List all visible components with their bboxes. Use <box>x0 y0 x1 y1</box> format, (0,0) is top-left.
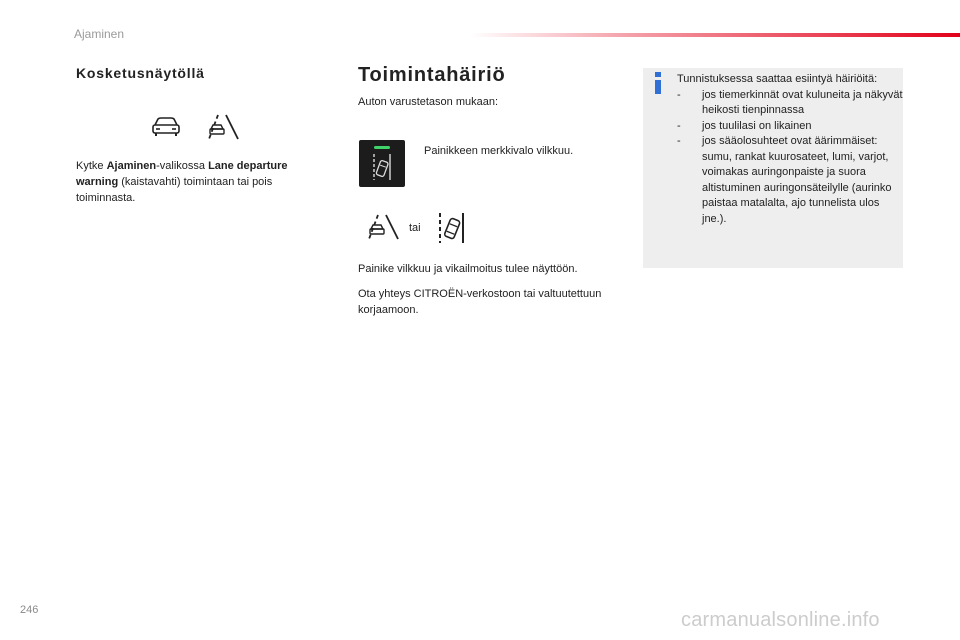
lane-assist-button-icon <box>359 140 405 187</box>
watermark: carmanualsonline.info <box>681 609 880 631</box>
lane-assist-button <box>359 140 405 187</box>
indicator-light-text: Painikkeen merkkivalo vilkkuu. <box>424 145 574 157</box>
fault-message-text: Painike vilkkuu ja vikailmoitus tulee näyttöön. <box>358 263 578 275</box>
info-content <box>677 72 903 227</box>
section-title-malfunction: Toimintahäiriö <box>358 64 506 86</box>
info-icon <box>654 72 662 94</box>
lane-departure-icon <box>366 213 400 241</box>
car-front-icon <box>150 116 182 138</box>
list-item: - jos tuulilasi on likainen <box>677 119 903 135</box>
lane-departure-icon <box>206 113 240 141</box>
touchscreen-instruction: Kytke Ajaminen-valikossa Lane departure warning (kaistavahti) toimintaan tai pois toiminnasta. <box>76 160 288 204</box>
menu-name: Ajaminen <box>106 160 157 172</box>
contact-dealer-text: Ota yhteys CITROËN-verkostoon tai valtuutettuun korjaamoon. <box>358 288 602 316</box>
section-title-touchscreen: Kosketusnäytöllä <box>76 65 205 81</box>
list-item: - jos tiemerkinnät ovat kuluneita ja näkyvät heikosti tienpinnassa <box>677 88 903 119</box>
equipment-note: Auton varustetason mukaan: <box>358 96 499 108</box>
header-accent-bar <box>470 33 960 37</box>
list-item: - jos sääolosuhteet ovat äärimmäiset: sumu, rankat kuurosateet, lumi, varjot, voimakas auringonpaiste ja suora altistuminen auringonsäteilylle (aurinko paistaa matalalta, ajo tunnelista ulos jne.). <box>677 134 903 227</box>
info-list <box>677 88 903 228</box>
page-number: 246 <box>20 604 39 616</box>
lane-keeping-icon <box>436 211 468 245</box>
info-intro: Tunnistuksessa saattaa esiintyä häiriöitä: <box>677 73 878 85</box>
chapter-title: Ajaminen <box>74 27 125 41</box>
function-name: Lane departure warning <box>76 160 288 188</box>
or-label: tai <box>409 222 421 234</box>
